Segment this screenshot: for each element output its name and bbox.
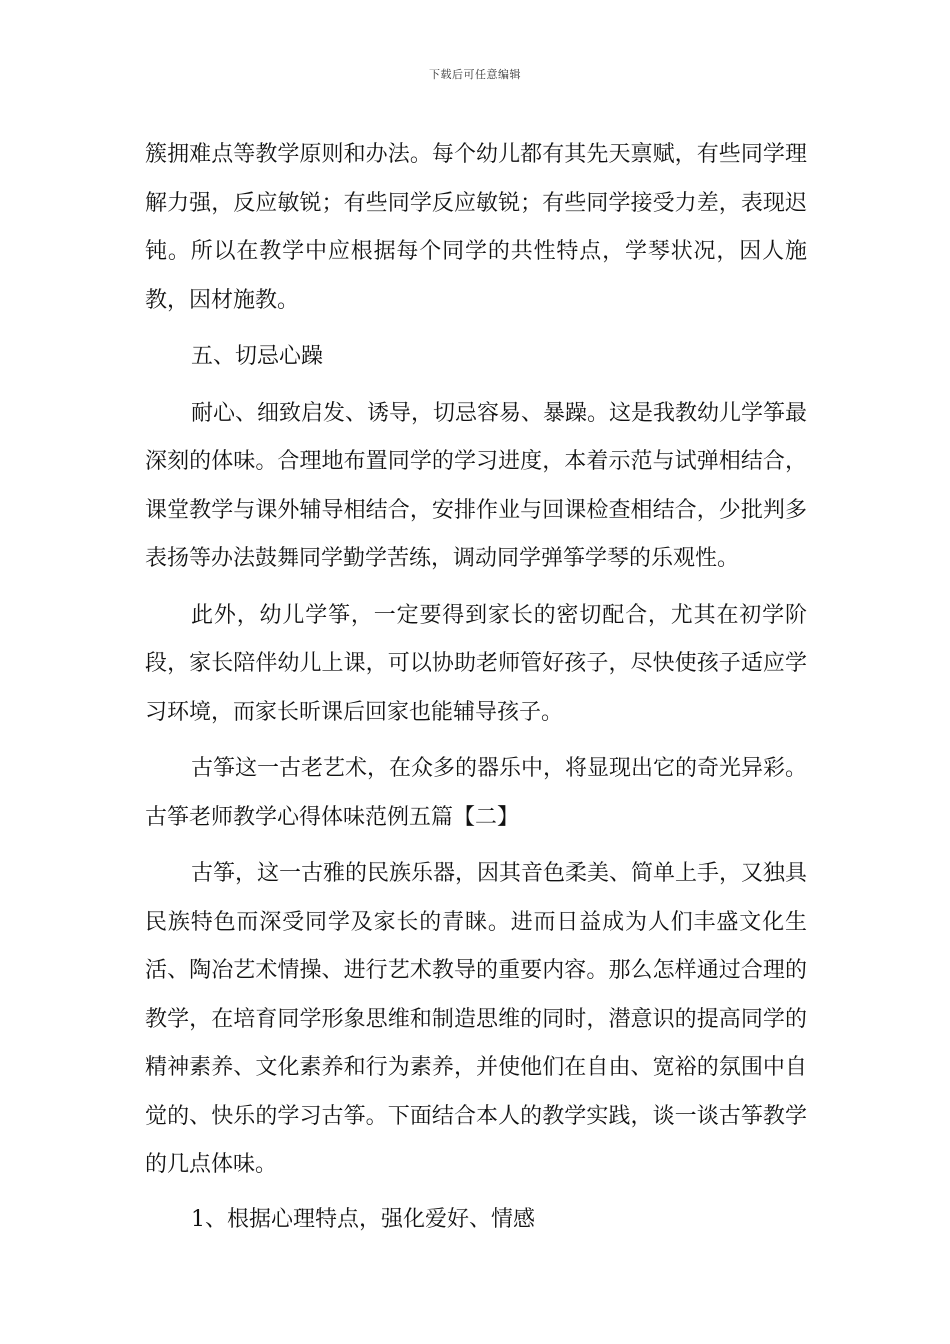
- page-header: 下载后可任意编辑: [429, 68, 521, 81]
- paragraph-patience: 耐心、细致启发、诱导，切忌容易、暴躁。这是我教幼儿学筝最深刻的体味。合理地布置同学的学习进度，本着示范与试弹相结合，课堂教学与课外辅导相结合，安排作业与回课检查相结合，少批判多表扬等办法鼓舞同学勤学苦练，调动同学弹筝学琴的乐观性。: [145, 400, 808, 571]
- numbered-heading-1: 1、根据心理特点，强化爱好、情感: [191, 1206, 535, 1232]
- paragraph-parents: 此外，幼儿学筝，一定要得到家长的密切配合，尤其在初学阶段，家长陪伴幼儿上课，可以协助老师管好孩子，尽快使孩子适应学习环境，而家长昕课后回家也能辅导孩子。: [145, 602, 807, 725]
- document-body: [145, 131, 807, 1244]
- paragraph-intro: 古筝，这一古雅的民族乐器，因其音色柔美、简单上手，又独具民族特色而深受同学及家长的青睐。进而日益成为人们丰盛文化生活、陶冶艺术情操、进行艺术教导的重要内容。那么怎样通过合理的教学，在培育同学形象思维和制造思维的同时，潜意识的提高同学的精神素养、文化素养和行为素养，并使他们在自由、宽裕的氛围中自觉的、快乐的学习古筝。下面结合本人的教学实践，谈一谈古筝教学的几点体味。: [145, 861, 808, 1177]
- section-heading-5: 五、切忌心躁: [191, 344, 324, 369]
- article-title-2: 古筝老师教学心得体味范例五篇【二】: [145, 804, 520, 830]
- paragraph-continuation: 簇拥难点等教学原则和办法。每个幼儿都有其先天禀赋，有些同学理解力强，反应敏锐；有些同学反应敏锐；有些同学接受力差，表现迟钝。所以在教学中应根据每个同学的共性特点，学琴状况，因人施教，因材施教。: [145, 142, 807, 313]
- paragraph-conclusion: 古筝这一古老艺术，在众多的器乐中，将显现出它的奇光异彩。: [191, 756, 808, 781]
